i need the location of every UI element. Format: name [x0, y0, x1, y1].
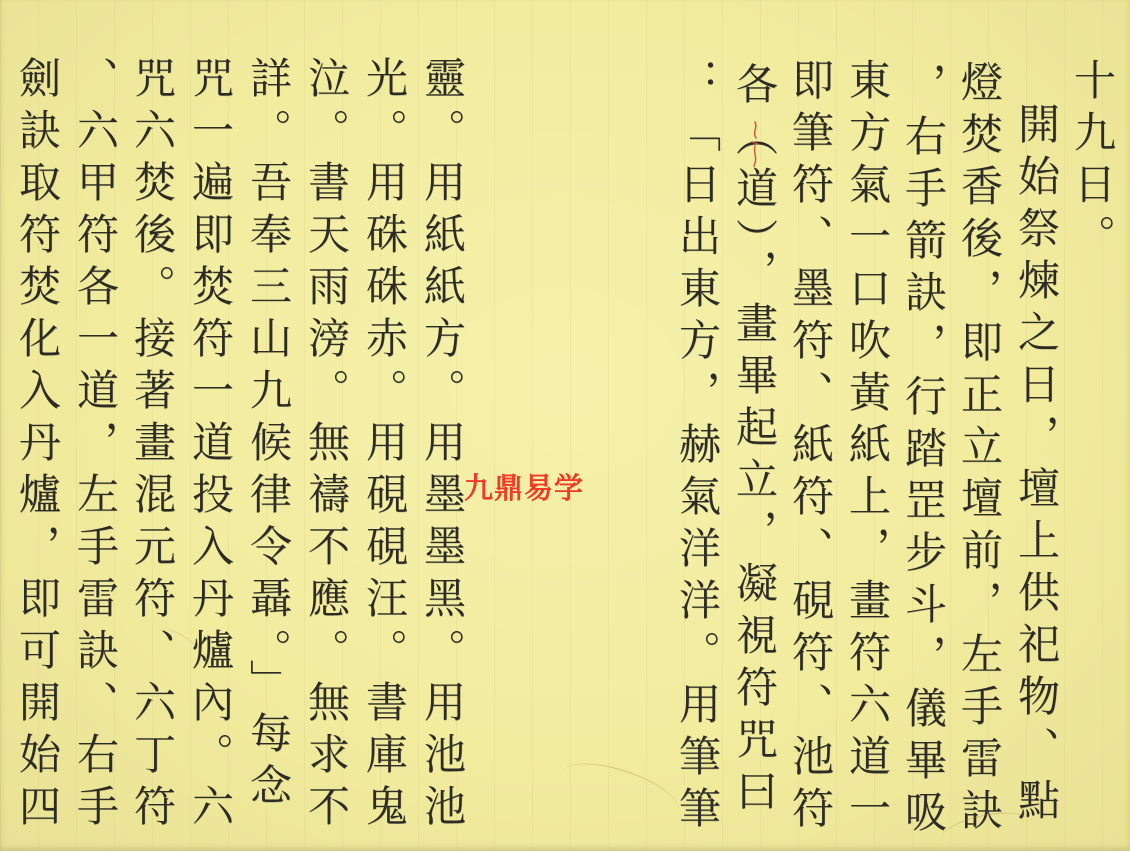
- watermark-text: 九鼎易学: [464, 471, 585, 505]
- left-page-column-8: 劍訣取符焚化入丹爐，即可開始四: [13, 56, 62, 836]
- left-page-column-5: 咒一遍即焚符一道投入丹爐內。六: [186, 56, 235, 836]
- right-page-column-5: 東方氣一口吹黃紙上，畫符六道一: [843, 58, 892, 838]
- right-page-column-4: ，右手箭訣，行踏罡步斗，儀畢吸: [899, 62, 948, 842]
- right-page-column-3: 燈焚香後，即正立壇前，左手雷訣: [955, 60, 1004, 840]
- left-page-column-7: 、六甲符各一道，左手雷訣、右手: [71, 56, 120, 836]
- red-insertion-mark: [749, 120, 761, 172]
- red-squiggle-icon: [749, 120, 761, 168]
- right-page-column-8: ：「日出東方，赫氣洋洋。用筆筆: [673, 58, 722, 838]
- right-page-column-7: 各（道），畫畢起立，凝視符咒曰: [730, 62, 779, 821]
- left-page-column-4: 詳。吾奉三山九候律令聶。」每念: [244, 56, 293, 815]
- left-page-column-3: 泣。書天雨滂。無禱不應。無求不: [302, 56, 351, 836]
- left-page-column-6: 咒六焚後。接著畫混元符、六丁符: [128, 56, 177, 836]
- right-page-column-1: 十九日。: [1068, 58, 1117, 266]
- right-page-column-2: 開始祭煉之日，壇上供祀物、點: [1012, 102, 1061, 830]
- right-page-column-6: 即筆符、墨符、紙符、硯符、池符: [786, 58, 835, 838]
- left-page-column-1: 靈。用紙紙方。用墨墨黑。用池池: [418, 56, 467, 836]
- paper-fiber: [557, 752, 684, 828]
- left-page-column-2: 光。用硃硃赤。用硯硯汪。書庫鬼: [360, 56, 409, 836]
